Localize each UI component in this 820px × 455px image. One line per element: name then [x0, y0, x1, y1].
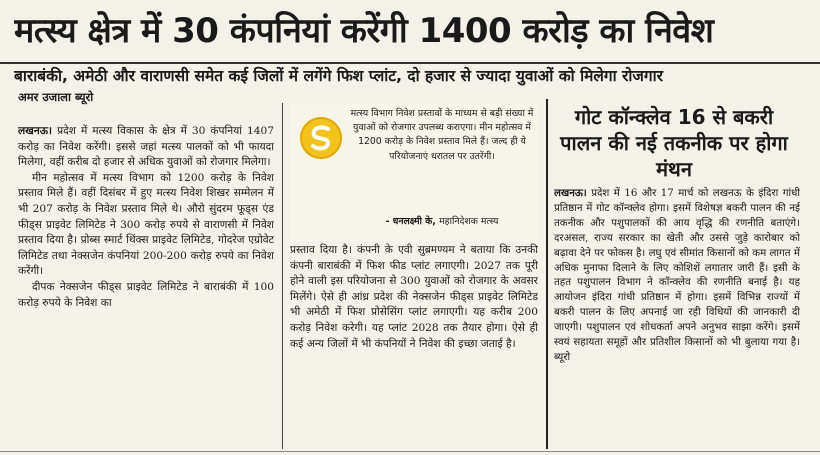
main-story-paragraph: मीन महोत्सव में मत्स्य विभाग को 1200 करोड़ के निवेश प्रस्ताव मिले हैं। वहीं दिसंबर में हुए मत्स्य निवेश शिखर सम्मेलन में भी 207 करोड़ के निवेश प्रस्ताव मिले थे। औरो सुंदरम फूड्स एंड फीड्स प्राइवेट लिमिटेड ने 300 करोड़ रुपये से वाराणसी में निवेश प्रस्ताव दिया है। प्रोब्स स्मार्ट थिंक्स प्राइवेट लिमिटेड, गोदरेज एग्रोवेट लिमिटेड तथा नेक्सजेन कंपनियां 200-200 करोड़ रुपये का निवेश करेंगी। [18, 171, 274, 278]
quote-attribution: - धनलक्ष्मी के, महानिदेशक मत्स्य [385, 216, 499, 227]
subheadline: बाराबंकी, अमेठी और वाराणसी समेत कई जिलों में लगेंगे फिश प्लांट, दो हजार से ज्यादा युवाओं को मिलेगा रोजगार [14, 67, 663, 85]
byline: अमर उजाला ब्यूरो [18, 90, 94, 104]
headline: मत्स्य क्षेत्र में 30 कंपनियां करेंगी 1400 करोड़ का निवेश [14, 11, 714, 51]
main-story-paragraph: प्रस्ताव दिया है। कंपनी के एवी सुब्रमण्यम ने बताया कि उनकी कंपनी बाराबंकी में फिश फीड प्लांट लगाएगी। 2027 तक पूरी होने वाली इस परियोजना से 300 युवाओं को रोजगार के अवसर मिलेंगे। ऐसे ही आंध्र प्रदेश की नेक्सजेन फीड्स प्राइवेट लिमिटेड भी अमेठी में फिश प्रोसेसिंग प्लांट लगाएगी। यह करीब 200 करोड़ निवेश करेगी। यह प्लांट 2028 तक तैयार होगा। ऐसे ही कई अन्य जिलों में भी कंपनियों ने निवेश की इच्छा जताई है। [290, 244, 538, 350]
divider-top [0, 62, 820, 64]
divider-bottom [0, 451, 820, 452]
side-signoff: ब्यूरो [554, 351, 571, 363]
column-rule [546, 99, 548, 449]
side-story-paragraph: लखनऊ। प्रदेश में 16 और 17 मार्च को लखनऊ के इंदिरा गांधी प्रतिष्ठान में गोट कॉन्क्लेव होगा। इसमें विशेषज्ञ बकरी पालन की नई तकनीक और पशुपालकों की आय वृद्धि की रणनीति बताएंगे। दरअसल, राज्य सरकार का खेती और उससे जुड़े कारोबार को बढ़ावा देने पर फोकस है। लघु एवं सीमांत किसानों को कम लागत में अधिक मुनाफा दिलाने के लिए कोशिशें लगातार जारी हैं। इसी के तहत पशुपालन विभाग ने कॉन्क्लेव की रणनीति बनाई है। यह आयोजन इंदिरा गांधी प्रतिष्ठान में होगा। इसमें विभिन्न राज्यों में बकरी पालन के लिए अपनाई जा रही विधियों की जानकारी दी जाएगी। पशुपालन एवं शोधकर्ता अपने अनुभव साझा करेंगे। इसमें स्वयं सहायता समूहों और प्रतिशील किसानों को भी बुलाया गया है। ब्यूरो [554, 187, 800, 363]
side-story-headline: गोट कॉन्क्लेव 16 से बकरी पालन की नई तकनीक पर होगा मंथन [560, 105, 788, 181]
main-story-paragraph: दीपक नेक्सजेन फीड्स प्राइवेट लिमिटेड ने बाराबंकी में 100 करोड़ रुपये के निवेश का [18, 280, 274, 309]
dateline: लखनऊ। [18, 125, 53, 137]
main-story-paragraph: लखनऊ। प्रदेश में मत्स्य विकास के क्षेत्र में 30 कंपनियां 1407 करोड़ का निवेश करेंगी। इससे जहां मत्स्य पालकों को भी फायदा मिलेगा, वहीं करीब दो हजार से अधिक युवाओं को रोजगार मिलेगा। [18, 125, 274, 169]
fisheries-logo-icon [300, 117, 342, 159]
column-rule [282, 103, 283, 449]
main-story-column-1 [18, 124, 274, 448]
quote-text: मत्स्य विभाग निवेश प्रस्तावों के माध्यम से बड़ी संख्या में युवाओं को रोजगार उपलब्ध कराएगा। मीन महोत्सव में 1200 करोड़ के निवेश प्रस्ताव मिले हैं। जल्द ही ये परियोजनाएं धरातल पर उतरेंगी। [350, 108, 534, 162]
main-story-column-2 [290, 243, 538, 448]
side-story-body [554, 186, 800, 448]
side-dateline: लखनऊ। [554, 187, 587, 199]
quote-box [290, 103, 538, 241]
